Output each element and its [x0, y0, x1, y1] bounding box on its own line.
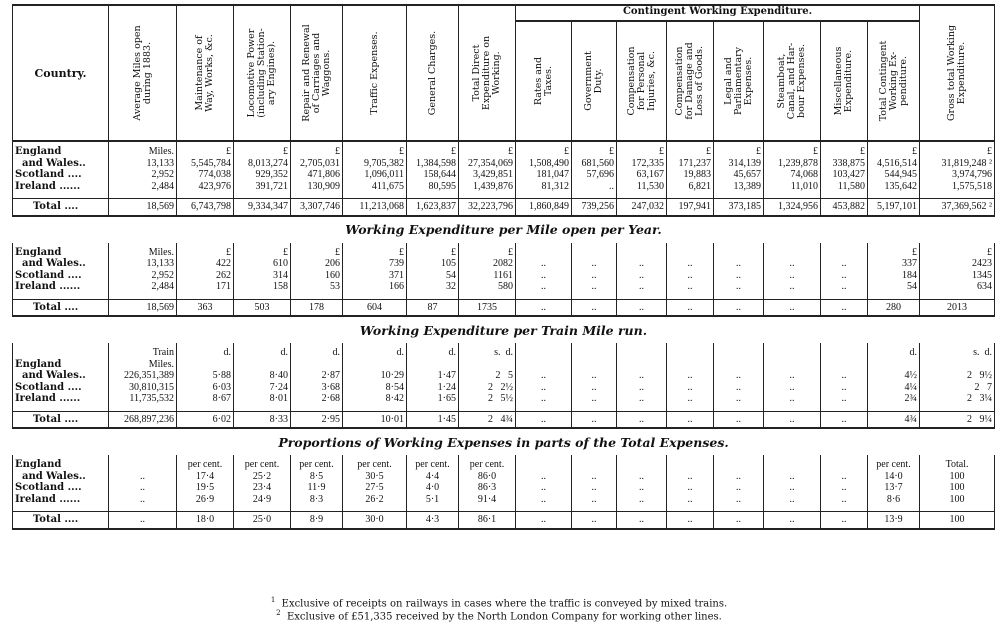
section-title: Proportions of Working Expenses in parts of the Total Expenses. [278, 434, 729, 450]
data-cell: £ 610 314 158 [234, 243, 291, 300]
header-legal-parliamentary: Legal and Parliamentary Expenses. [714, 21, 764, 141]
data-cell: d. 8·40 7·24 8·01 [234, 343, 291, 411]
table-row [13, 343, 995, 411]
total-cell: .. [516, 299, 572, 316]
data-cell: .. .. .. [714, 343, 764, 411]
total-label: Total .... [13, 512, 109, 529]
data-cell: .. .. .. [667, 243, 714, 300]
working-expenditure-table [12, 4, 995, 530]
total-cell: 2013 [920, 299, 995, 316]
total-cell: .. [572, 411, 617, 428]
country-labels: England and Wales.. Scotland .... Ireland ...... [13, 243, 109, 300]
total-cell: 86·1 [459, 512, 516, 529]
total-cell: 87 [407, 299, 459, 316]
total-cell: 9,334,347 [234, 199, 291, 216]
data-cell: £ 337 184 54 [868, 243, 920, 300]
data-cell: .. .. .. [714, 455, 764, 512]
data-cell: £ 739 371 166 [343, 243, 407, 300]
total-cell: 18,569 [109, 199, 177, 216]
data-cell: £ 8,013,274 929,352 391,721 [234, 141, 291, 199]
total-cell: .. [516, 411, 572, 428]
total-cell: 100 [920, 512, 995, 529]
data-cell: .. .. .. [764, 343, 821, 411]
total-cell: 1,324,956 [764, 199, 821, 216]
country-labels: England and Wales.. Scotland .... Ireland ...... [13, 343, 109, 411]
total-cell: .. [617, 411, 667, 428]
header-compensation-goods: Compensation for Damage and Loss of Goods. [667, 21, 714, 141]
data-cell: Miles. 13,133 2,952 2,484 [109, 141, 177, 199]
header-repair-renewal: Repair and Renewal of Carriages and Waggons. [291, 5, 343, 141]
total-cell: 5,197,101 [868, 199, 920, 216]
table-row [13, 141, 995, 199]
total-cell: 373,185 [714, 199, 764, 216]
data-cell: per cent. 86·0 86·3 91·4 [459, 455, 516, 512]
data-cell: .. .. .. [516, 243, 572, 300]
data-cell: Miles. 13,133 2,952 2,484 [109, 243, 177, 300]
data-cell: d. 5·88 6·03 8·67 [177, 343, 234, 411]
country-labels: England and Wales.. Scotland .... Ireland ...... [13, 455, 109, 512]
header-compensation-personal: Compensation for Personal Injuries, &c. [617, 21, 667, 141]
data-cell: .. .. .. [764, 243, 821, 300]
total-cell: .. [572, 299, 617, 316]
total-cell: 3,307,746 [291, 199, 343, 216]
total-cell: .. [516, 512, 572, 529]
total-row [13, 411, 995, 428]
data-cell: £ 1,239,878 74,068 11,010 [764, 141, 821, 199]
header-total-contingent: Total Contingent Working Ex- penditure. [868, 21, 920, 141]
total-cell: 6,743,798 [177, 199, 234, 216]
header-miscellaneous: Miscellaneous Expenditure. [821, 21, 868, 141]
total-cell: .. [667, 299, 714, 316]
total-cell: .. [714, 411, 764, 428]
data-cell: Total. 100 100 100 [920, 455, 995, 512]
data-cell: £ 171,237 19,883 6,821 [667, 141, 714, 199]
total-cell: .. [764, 299, 821, 316]
total-cell: 1,860,849 [516, 199, 572, 216]
data-cell: £ 681,560 57,696 .. [572, 141, 617, 199]
section-title: Working Expenditure per Mile open per Year. [345, 222, 662, 237]
data-cell: £ 206 160 53 [291, 243, 343, 300]
data-cell: £ 105 54 32 [407, 243, 459, 300]
total-cell: 2 4¾ [459, 411, 516, 428]
total-cell: 178 [291, 299, 343, 316]
total-cell: 8·33 [234, 411, 291, 428]
total-label: Total .... [13, 411, 109, 428]
data-cell: d. 10·29 8·54 8·42 [343, 343, 407, 411]
data-cell: .. .. .. [572, 243, 617, 300]
total-cell: 1,623,837 [407, 199, 459, 216]
total-cell: .. [821, 512, 868, 529]
total-cell: 2 9¼ [920, 411, 995, 428]
total-cell: .. [109, 512, 177, 529]
data-cell: .. .. .. [617, 343, 667, 411]
data-cell: d. 1·47 1·24 1·65 [407, 343, 459, 411]
total-cell: .. [617, 299, 667, 316]
total-cell: 37,369,562 ² [920, 199, 995, 216]
total-cell: .. [714, 512, 764, 529]
footnote-1: $^1$ Exclusive of receipts on railways in cases where the traffic is conveyed by mixed trains. [270, 596, 728, 610]
total-label: Total .... [13, 199, 109, 216]
total-cell: 453,882 [821, 199, 868, 216]
total-cell: 4·3 [407, 512, 459, 529]
table-row [13, 455, 995, 512]
total-cell: 18·0 [177, 512, 234, 529]
total-cell: 8·9 [291, 512, 343, 529]
header-maintenance: Maintenance of Way, Works, &c. [177, 5, 234, 141]
total-cell: 1735 [459, 299, 516, 316]
total-cell: 6·02 [177, 411, 234, 428]
country-labels: England and Wales.. Scotland .... Ireland ...... [13, 141, 109, 199]
total-cell: .. [572, 512, 617, 529]
total-cell: .. [764, 411, 821, 428]
section-title: Working Expenditure per Train Mile run. [359, 322, 648, 338]
data-cell: .. .. .. [667, 455, 714, 512]
total-row [13, 199, 995, 216]
total-cell: 1·45 [407, 411, 459, 428]
total-cell: 2·95 [291, 411, 343, 428]
data-cell: .. .. .. [572, 455, 617, 512]
header-total-direct: Total Direct Expenditure on Working. [459, 5, 516, 141]
total-cell: .. [617, 512, 667, 529]
header-locomotive-power: Locomotive Power (including Station- ary Engines). [234, 5, 291, 141]
data-cell: per cent. 14·0 13·7 8·6 [868, 455, 920, 512]
data-cell: .. .. .. [667, 343, 714, 411]
header-steamboat-canal: Steamboat, Canal, and Har- bour Expenses. [764, 21, 821, 141]
data-cell: per cent. 17·4 19·5 26·9 [177, 455, 234, 512]
total-cell: 11,213,068 [343, 199, 407, 216]
total-row [13, 299, 995, 316]
total-cell: 32,223,796 [459, 199, 516, 216]
total-cell: 10·01 [343, 411, 407, 428]
data-cell: per cent. 8·5 11·9 8·3 [291, 455, 343, 512]
header-gross-total: Gross total Working Expenditure. [920, 5, 995, 141]
total-cell: .. [821, 299, 868, 316]
data-cell: per cent. 30·5 27·5 26·2 [343, 455, 407, 512]
data-cell: .. .. .. [617, 243, 667, 300]
total-cell: .. [667, 512, 714, 529]
data-cell: £ 2082 1161 580 [459, 243, 516, 300]
data-cell: £ 9,705,382 1,096,011 411,675 [343, 141, 407, 199]
data-cell: .. .. .. [821, 455, 868, 512]
total-cell: 280 [868, 299, 920, 316]
data-cell: per cent. 4·4 4·0 5·1 [407, 455, 459, 512]
total-cell: 197,941 [667, 199, 714, 216]
data-cell: £ 1,508,490 181,047 81,312 [516, 141, 572, 199]
header-traffic-expenses: Traffic Expenses. [343, 5, 407, 141]
data-cell: £ 314,139 45,657 13,389 [714, 141, 764, 199]
total-cell: 268,897,236 [109, 411, 177, 428]
data-cell: .. .. .. [109, 455, 177, 512]
total-cell: 604 [343, 299, 407, 316]
total-cell: 30·0 [343, 512, 407, 529]
data-cell: .. .. .. [572, 343, 617, 411]
data-cell: £ 27,354,069 3,429,851 1,439,876 [459, 141, 516, 199]
data-cell: Train Miles. 226,351,389 30,810,315 11,735,532 [109, 343, 177, 411]
table-body [13, 141, 995, 529]
header-average-miles: Average Miles open during 1883. [109, 5, 177, 141]
data-cell: £ 422 262 171 [177, 243, 234, 300]
total-cell: 363 [177, 299, 234, 316]
data-cell: £ 338,875 103,427 11,580 [821, 141, 868, 199]
total-cell: 4¾ [868, 411, 920, 428]
data-cell: .. .. .. [764, 455, 821, 512]
data-cell: d. 2·87 3·68 2·68 [291, 343, 343, 411]
header-contingent-group: Contingent Working Expenditure. [516, 5, 920, 21]
data-cell: £ 1,384,598 158,644 80,595 [407, 141, 459, 199]
data-cell: £ 2423 1345 634 [920, 243, 995, 300]
data-cell: .. .. .. [617, 455, 667, 512]
data-cell: £ 4,516,514 544,945 135,642 [868, 141, 920, 199]
data-cell: £ 5,545,784 774,038 423,976 [177, 141, 234, 199]
data-cell: .. .. .. [821, 243, 868, 300]
total-cell: 247,032 [617, 199, 667, 216]
data-cell: .. .. .. [516, 455, 572, 512]
total-cell: .. [821, 411, 868, 428]
data-cell: d. 4½ 4¼ 2¾ [868, 343, 920, 411]
data-cell: .. .. .. [714, 243, 764, 300]
data-cell: .. .. .. [516, 343, 572, 411]
total-row [13, 512, 995, 529]
total-cell: .. [764, 512, 821, 529]
header-general-charges: General Charges. [407, 5, 459, 141]
data-cell: £ 31,819,248 ² 3,974,796 1,575,518 [920, 141, 995, 199]
data-cell: £ 2,705,031 471,806 130,909 [291, 141, 343, 199]
data-cell: s. d. 2 9½ 2 7 2 3¼ [920, 343, 995, 411]
total-cell: 13·9 [868, 512, 920, 529]
header-country: Country. [13, 5, 109, 141]
footnote-2: $^2$ Exclusive of £51,335 received by the North London Company for working other lines. [276, 609, 722, 623]
data-cell: s. d. 2 5 2 2½ 2 5½ [459, 343, 516, 411]
header-government-duty: Government Duty. [572, 21, 617, 141]
data-cell: .. .. .. [821, 343, 868, 411]
total-label: Total .... [13, 299, 109, 316]
total-cell: 739,256 [572, 199, 617, 216]
table-row [13, 243, 995, 300]
total-cell: 503 [234, 299, 291, 316]
total-cell: .. [714, 299, 764, 316]
total-cell: 18,569 [109, 299, 177, 316]
total-cell: .. [667, 411, 714, 428]
header-rates-taxes: Rates and Taxes. [516, 21, 572, 141]
total-cell: 25·0 [234, 512, 291, 529]
data-cell: £ 172,335 63,167 11,530 [617, 141, 667, 199]
data-cell: per cent. 25·2 23·4 24·9 [234, 455, 291, 512]
